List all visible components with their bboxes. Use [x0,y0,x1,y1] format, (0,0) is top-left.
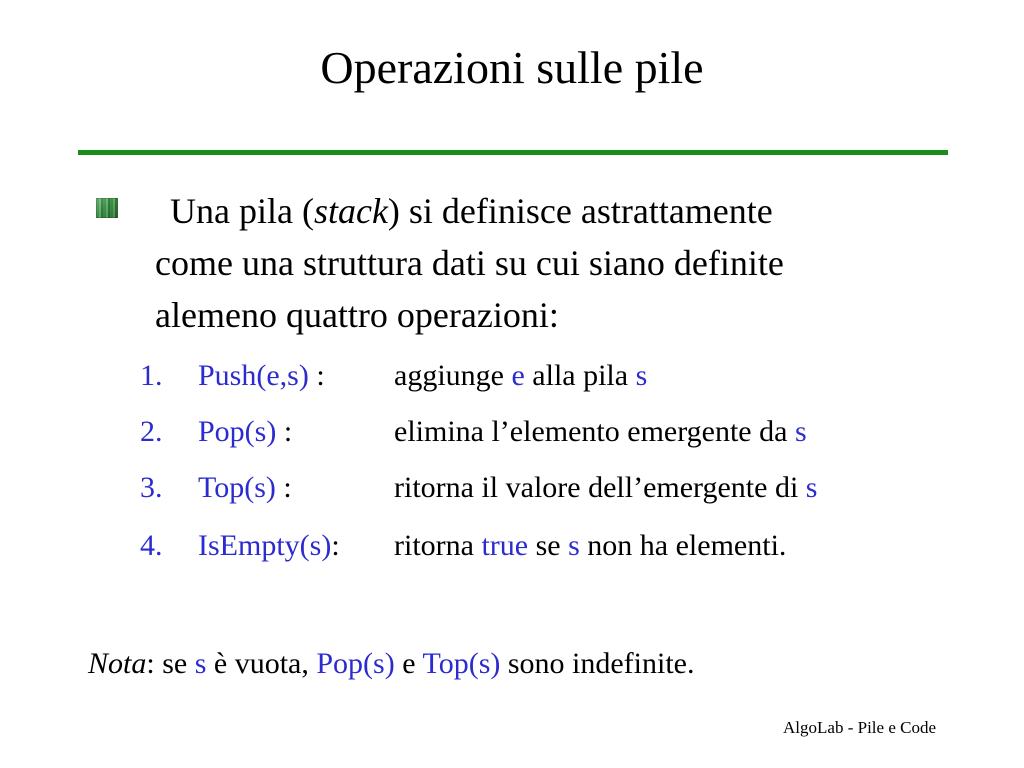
operation-item-pop [0,408,1024,456]
operation-item-isempty [0,522,1024,570]
operation-number: 2. [140,415,163,448]
operation-colon: : [276,415,293,448]
operation-description [394,464,817,512]
slide-title: Operazioni sulle pile [320,42,704,93]
description-text: non ha elementi. [579,529,787,562]
description-text: ritorna [394,529,482,562]
operation-name: IsEmpty(s) [198,529,332,562]
note-stack-variable: s [194,647,207,680]
operation-description [394,352,647,400]
note-text: : se [146,647,195,680]
operation-colon: : [331,529,340,562]
stack-term: stack [313,191,388,231]
operation-name: Push(e,s) [198,359,309,392]
description-highlight: true [481,529,529,562]
note-top-operation: Top(s) [422,647,501,680]
operation-colon: : [275,471,292,504]
intro-line-2: come una struttura dati su cui siano definite [155,243,784,283]
description-text: se [528,529,569,562]
operation-description [394,522,786,570]
description-text: aggiunge [394,359,512,392]
operation-signature [198,408,292,456]
description-text: alla pila [524,359,636,392]
note-pop-operation: Pop(s) [316,647,395,680]
operation-signature [198,352,325,400]
intro-line-1-end: ) si definisce astrattamente [387,191,773,231]
description-highlight: s [568,529,580,562]
operation-signature [198,522,340,570]
operation-description [394,408,807,456]
operation-number: 3. [140,471,163,504]
note-text: è vuota, [206,647,317,680]
description-highlight: e [511,359,525,392]
description-highlight: s [635,359,648,392]
operation-name: Top(s) [198,471,276,504]
note-paragraph [88,640,695,688]
note-text: e [394,647,423,680]
slide-footer: AlgoLab - Pile e Code [783,718,936,737]
operation-item-push [0,352,1024,400]
green-square-bullet-icon [96,198,118,218]
description-highlight: s [794,415,807,448]
intro-line-1 [155,185,975,237]
intro-line-3: alemeno quattro operazioni: [155,295,559,335]
intro-line-1-start: Una pila ( [170,191,314,231]
description-text: ritorna il valore dell’emergente di [394,471,806,504]
description-highlight: s [805,471,818,504]
operation-signature [198,464,292,512]
note-text: sono indefinite. [500,647,695,680]
operation-number: 1. [140,359,163,392]
description-text: elimina l’elemento emergente da [394,415,795,448]
note-label: Nota [88,647,147,680]
operation-item-top [0,464,1024,512]
operation-number: 4. [140,529,163,562]
operation-name: Pop(s) [198,415,277,448]
intro-paragraph [155,185,975,341]
operation-colon: : [308,359,325,392]
title-divider [78,150,948,155]
